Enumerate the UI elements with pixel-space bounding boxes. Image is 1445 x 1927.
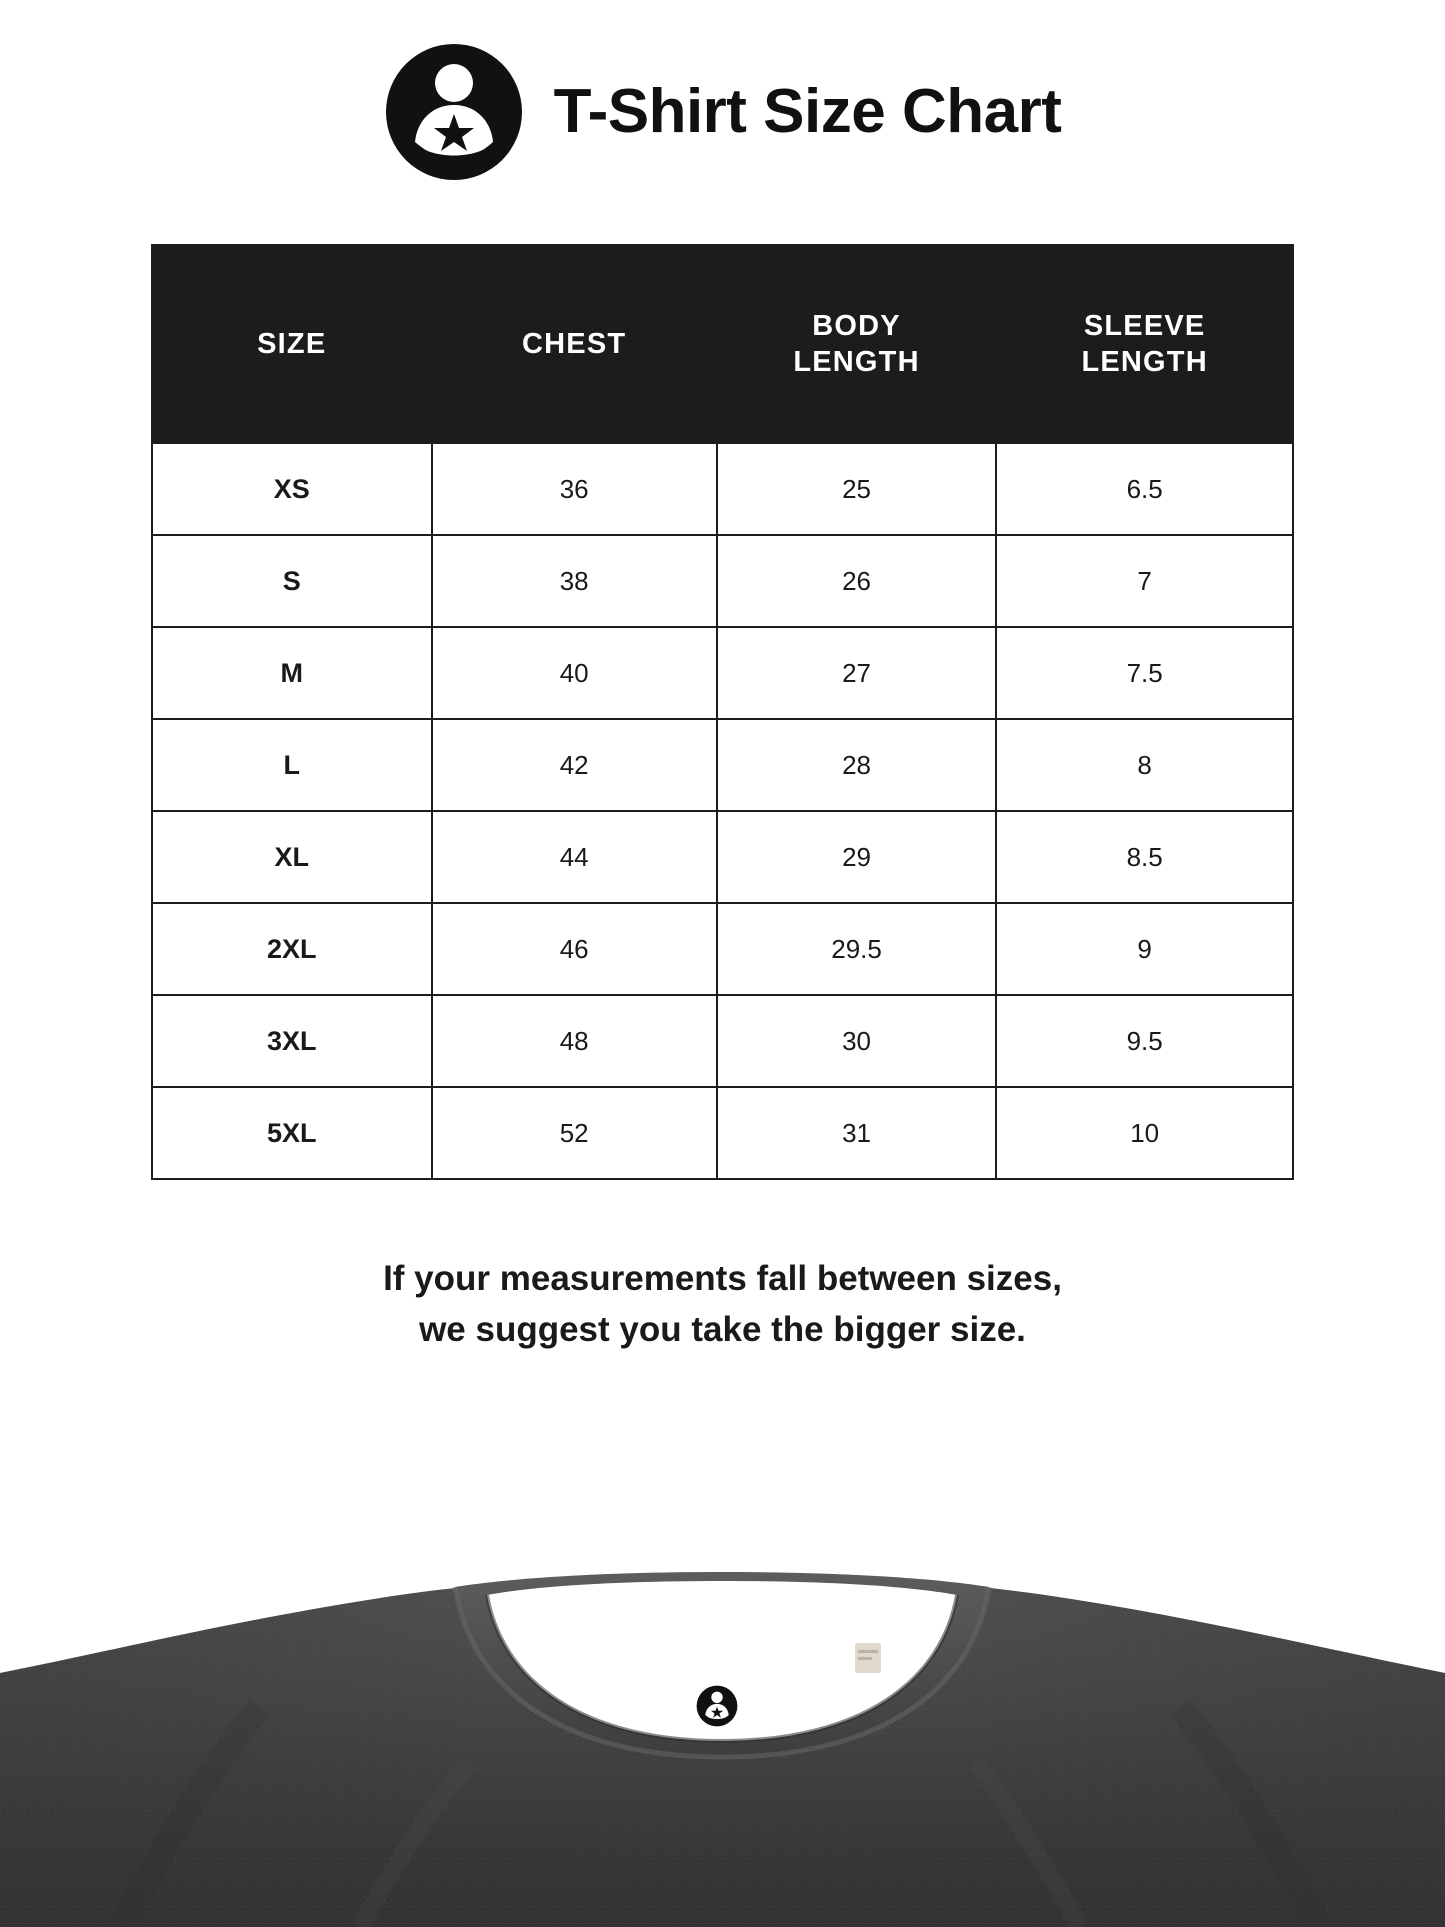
- cell-body-length: 29: [717, 811, 997, 903]
- cell-size: 3XL: [152, 995, 432, 1087]
- cell-size: S: [152, 535, 432, 627]
- cell-chest: 40: [432, 627, 717, 719]
- size-table-body: [152, 443, 1293, 1179]
- cell-sleeve-length: 7: [996, 535, 1293, 627]
- cell-chest: 48: [432, 995, 717, 1087]
- cell-sleeve-length: 9: [996, 903, 1293, 995]
- sizing-note-line-2: we suggest you take the bigger size.: [419, 1309, 1026, 1349]
- cell-sleeve-length: 9.5: [996, 995, 1293, 1087]
- cell-size: XL: [152, 811, 432, 903]
- cell-sleeve-length: 6.5: [996, 443, 1293, 535]
- size-table: [151, 244, 1294, 1180]
- cell-chest: 46: [432, 903, 717, 995]
- cell-sleeve-length: 8: [996, 719, 1293, 811]
- table-row: [152, 443, 1293, 535]
- table-row: [152, 535, 1293, 627]
- t-shirt-neckline-photo: [0, 1557, 1445, 1927]
- cell-sleeve-length: 10: [996, 1087, 1293, 1179]
- cell-body-length: 28: [717, 719, 997, 811]
- cell-body-length: 31: [717, 1087, 997, 1179]
- column-header-sleeve-length-line-1: SLEEVE: [1083, 309, 1206, 342]
- cell-size: L: [152, 719, 432, 811]
- column-header-sleeve-length: [996, 245, 1293, 443]
- sizing-note-line-1: If your measurements fall between sizes,: [383, 1259, 1062, 1298]
- table-row: [152, 811, 1293, 903]
- cell-size: 2XL: [152, 903, 432, 995]
- neck-tag-brand-logo-icon: [697, 1686, 738, 1727]
- page-title: T-Shirt Size Chart: [553, 77, 1062, 146]
- cell-sleeve-length: 8.5: [996, 811, 1293, 903]
- cell-body-length: 27: [717, 627, 997, 719]
- table-row: [152, 1087, 1293, 1179]
- cell-size: XS: [152, 443, 432, 535]
- cell-size: 5XL: [152, 1087, 432, 1179]
- cell-sleeve-length: 7.5: [996, 627, 1293, 719]
- column-header-size: [152, 245, 432, 443]
- cell-chest: 38: [432, 535, 717, 627]
- column-header-size-line-1: SIZE: [257, 327, 327, 360]
- cell-chest: 42: [432, 719, 717, 811]
- column-header-body-length-line-2: LENGTH: [793, 346, 920, 378]
- cell-body-length: 26: [717, 535, 997, 627]
- cell-chest: 44: [432, 811, 717, 903]
- cell-body-length: 30: [717, 995, 997, 1087]
- sizing-note: [151, 1254, 1294, 1356]
- column-header-chest: [432, 245, 717, 443]
- cell-chest: 36: [432, 443, 717, 535]
- table-header-row: [152, 245, 1293, 443]
- column-header-sleeve-length-line-2: LENGTH: [1081, 346, 1208, 378]
- table-row: [152, 719, 1293, 811]
- table-row: [152, 995, 1293, 1087]
- cell-chest: 52: [432, 1087, 717, 1179]
- page-header: [0, 42, 1445, 182]
- table-row: [152, 627, 1293, 719]
- table-row: [152, 903, 1293, 995]
- brand-person-logo-icon: [384, 42, 524, 182]
- cell-size: M: [152, 627, 432, 719]
- column-header-body-length-line-1: BODY: [812, 309, 901, 342]
- column-header-body-length: [717, 245, 997, 443]
- cell-body-length: 25: [717, 443, 997, 535]
- cell-body-length: 29.5: [717, 903, 997, 995]
- size-table-container: [151, 244, 1294, 1180]
- column-header-chest-line-1: CHEST: [522, 327, 627, 360]
